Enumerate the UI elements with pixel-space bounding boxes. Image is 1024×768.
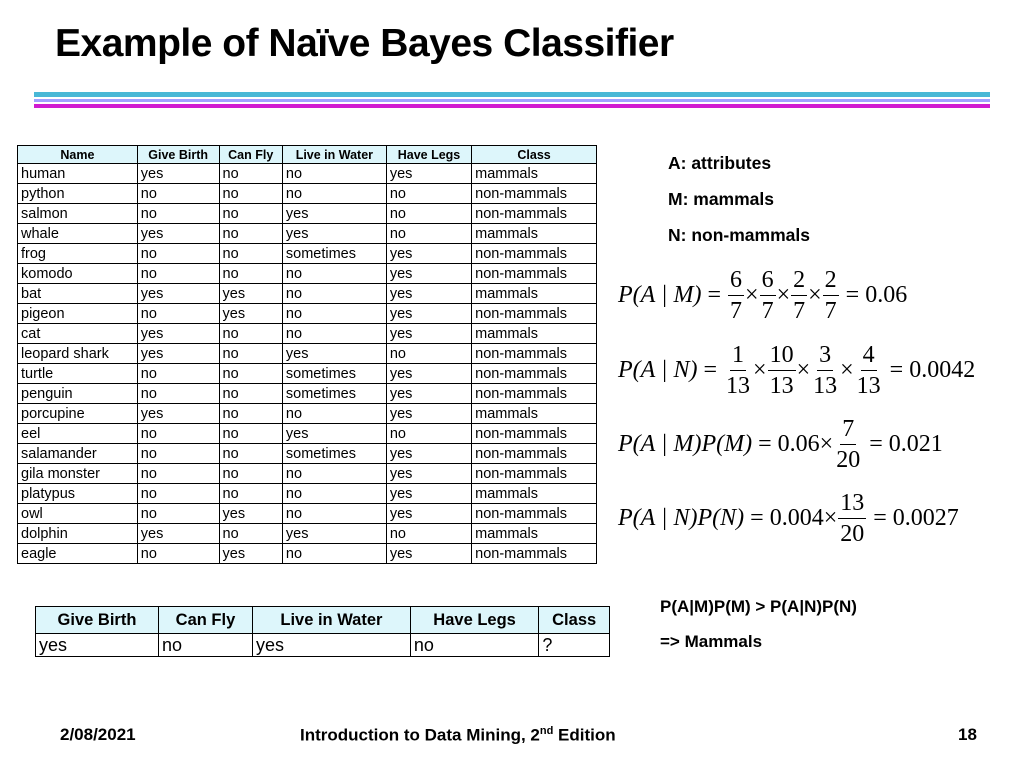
test-cell: no bbox=[158, 634, 252, 657]
table-cell: mammals bbox=[472, 484, 597, 504]
table-cell: no bbox=[219, 524, 282, 544]
table-cell: non-mammals bbox=[472, 444, 597, 464]
table-cell: yes bbox=[386, 404, 471, 424]
table-row bbox=[18, 524, 597, 544]
table-cell: yes bbox=[137, 224, 219, 244]
table-cell: no bbox=[282, 284, 386, 304]
table-cell: mammals bbox=[472, 524, 597, 544]
table-row bbox=[18, 424, 597, 444]
table-cell: salmon bbox=[18, 204, 138, 224]
fraction-numerator: 13 bbox=[838, 488, 866, 519]
column-header: Name bbox=[18, 146, 138, 164]
table-cell: no bbox=[219, 364, 282, 384]
table-row bbox=[18, 344, 597, 364]
fraction-numerator: 6 bbox=[728, 265, 744, 296]
table-cell: whale bbox=[18, 224, 138, 244]
table-cell: yes bbox=[386, 384, 471, 404]
table-cell: sometimes bbox=[282, 244, 386, 264]
table-cell: bat bbox=[18, 284, 138, 304]
table-cell: no bbox=[137, 264, 219, 284]
fraction-numerator: 6 bbox=[760, 265, 776, 296]
table-cell: no bbox=[282, 324, 386, 344]
table-row bbox=[18, 364, 597, 384]
table-cell: no bbox=[282, 484, 386, 504]
table-cell: no bbox=[137, 464, 219, 484]
table-cell: yes bbox=[219, 504, 282, 524]
table-cell: no bbox=[137, 484, 219, 504]
table-row bbox=[18, 404, 597, 424]
test-record-table bbox=[35, 606, 610, 657]
fraction-numerator: 1 bbox=[730, 340, 746, 371]
table-cell: no bbox=[137, 184, 219, 204]
table-cell: no bbox=[282, 544, 386, 564]
fraction-denominator: 13 bbox=[769, 373, 794, 399]
table-cell: salamander bbox=[18, 444, 138, 464]
table-cell: porcupine bbox=[18, 404, 138, 424]
table-cell: no bbox=[386, 344, 471, 364]
table-cell: no bbox=[137, 424, 219, 444]
table-row bbox=[18, 164, 597, 184]
table-cell: yes bbox=[386, 164, 471, 184]
table-row bbox=[18, 464, 597, 484]
slide-title: Example of Naïve Bayes Classifier bbox=[55, 22, 674, 65]
formula-result: 0.021 bbox=[888, 431, 943, 457]
table-cell: no bbox=[219, 264, 282, 284]
fraction-denominator: 13 bbox=[813, 373, 838, 399]
test-cell: ? bbox=[539, 634, 610, 657]
test-column-header: Have Legs bbox=[410, 607, 539, 634]
formula-lhs: P(A | M)P(M) bbox=[618, 431, 753, 457]
table-cell: no bbox=[386, 184, 471, 204]
table-cell: yes bbox=[386, 464, 471, 484]
table-cell: non-mammals bbox=[472, 464, 597, 484]
fraction-denominator: 7 bbox=[761, 298, 774, 324]
table-cell: non-mammals bbox=[472, 244, 597, 264]
footer-book-superscript: nd bbox=[539, 725, 554, 737]
table-cell: yes bbox=[282, 424, 386, 444]
table-cell: non-mammals bbox=[472, 364, 597, 384]
table-cell: no bbox=[282, 404, 386, 424]
table-header-row bbox=[18, 146, 597, 164]
formula-result: 0.06 bbox=[865, 282, 908, 308]
table-row bbox=[18, 504, 597, 524]
table-cell: sometimes bbox=[282, 364, 386, 384]
table-cell: penguin bbox=[18, 384, 138, 404]
formula-posterior-n: P(A | N)P(N) = 0.004 × $\frac{13}{20}$ = 0.0027 bbox=[618, 490, 959, 547]
fraction-numerator: 4 bbox=[861, 340, 877, 371]
table-cell: no bbox=[219, 344, 282, 364]
fraction-denominator: 20 bbox=[836, 447, 861, 473]
formula-p-a-given-n: P(A | N) = $\frac{1}{13}$ × $\frac{10}{13}$ × $\frac{3}{13}$ × $\frac{4}{13}$ = 0.0042 bbox=[618, 342, 976, 399]
table-cell: non-mammals bbox=[472, 264, 597, 284]
table-cell: mammals bbox=[472, 284, 597, 304]
fraction-numerator: 7 bbox=[840, 414, 856, 445]
table-cell: yes bbox=[219, 284, 282, 304]
table-cell: platypus bbox=[18, 484, 138, 504]
test-row bbox=[36, 634, 610, 657]
table-cell: mammals bbox=[472, 324, 597, 344]
footer-book-text: Introduction to Data Mining, 2 bbox=[300, 725, 540, 745]
table-cell: pigeon bbox=[18, 304, 138, 324]
fraction-numerator: 2 bbox=[823, 265, 839, 296]
table-cell: yes bbox=[219, 304, 282, 324]
table-row bbox=[18, 544, 597, 564]
formula-result: 0.0042 bbox=[909, 357, 976, 383]
test-cell: no bbox=[410, 634, 539, 657]
legend-mammals: M: mammals bbox=[668, 189, 775, 209]
table-cell: no bbox=[137, 204, 219, 224]
table-cell: sometimes bbox=[282, 444, 386, 464]
table-cell: yes bbox=[386, 504, 471, 524]
fraction-denominator: 7 bbox=[793, 298, 806, 324]
table-cell: no bbox=[137, 304, 219, 324]
test-header-row bbox=[36, 607, 610, 634]
table-cell: non-mammals bbox=[472, 424, 597, 444]
table-cell: leopard shark bbox=[18, 344, 138, 364]
table-cell: no bbox=[219, 404, 282, 424]
table-cell: non-mammals bbox=[472, 544, 597, 564]
table-cell: no bbox=[219, 384, 282, 404]
table-row bbox=[18, 384, 597, 404]
table-cell: no bbox=[137, 384, 219, 404]
table-cell: no bbox=[137, 444, 219, 464]
formula-p-a-given-m: P(A | M) = $\frac{6}{7}$ × $\frac{6}{7}$ × $\frac{2}{7}$ × $\frac{2}{7}$ = 0.06 bbox=[618, 267, 908, 324]
table-cell: no bbox=[219, 424, 282, 444]
table-cell: yes bbox=[386, 364, 471, 384]
table-cell: no bbox=[219, 324, 282, 344]
column-header: Class bbox=[472, 146, 597, 164]
table-row bbox=[18, 224, 597, 244]
table-cell: yes bbox=[386, 304, 471, 324]
table-cell: no bbox=[137, 244, 219, 264]
test-column-header: Can Fly bbox=[158, 607, 252, 634]
table-cell: frog bbox=[18, 244, 138, 264]
table-cell: yes bbox=[282, 524, 386, 544]
fraction-denominator: 13 bbox=[856, 373, 881, 399]
table-cell: python bbox=[18, 184, 138, 204]
comparison-text: P(A|M)P(M) > P(A|N)P(N) bbox=[660, 597, 857, 616]
table-cell: no bbox=[386, 224, 471, 244]
formula-posterior-m: P(A | M)P(M) = 0.06 × $\frac{7}{20}$ = 0.021 bbox=[618, 416, 943, 473]
fraction-numerator: 2 bbox=[791, 265, 807, 296]
table-cell: yes bbox=[137, 164, 219, 184]
table-cell: no bbox=[137, 364, 219, 384]
formula-lhs: P(A | N) bbox=[618, 357, 698, 383]
fraction-denominator: 20 bbox=[840, 521, 865, 547]
footer-date: 2/08/2021 bbox=[60, 725, 136, 744]
formula-coefficient: 0.004 bbox=[769, 505, 824, 531]
table-cell: no bbox=[282, 164, 386, 184]
table-cell: no bbox=[137, 504, 219, 524]
table-cell: mammals bbox=[472, 404, 597, 424]
table-cell: yes bbox=[386, 444, 471, 464]
table-row bbox=[18, 184, 597, 204]
test-column-header: Live in Water bbox=[253, 607, 411, 634]
table-cell: gila monster bbox=[18, 464, 138, 484]
table-cell: no bbox=[137, 544, 219, 564]
test-cell: yes bbox=[36, 634, 159, 657]
table-cell: no bbox=[282, 184, 386, 204]
fraction-denominator: 7 bbox=[824, 298, 837, 324]
table-cell: yes bbox=[386, 244, 471, 264]
table-cell: yes bbox=[282, 204, 386, 224]
table-cell: no bbox=[386, 424, 471, 444]
table-cell: yes bbox=[386, 484, 471, 504]
table-row bbox=[18, 264, 597, 284]
table-cell: no bbox=[282, 304, 386, 324]
training-data-table bbox=[17, 145, 597, 564]
test-cell: yes bbox=[253, 634, 411, 657]
table-cell: non-mammals bbox=[472, 504, 597, 524]
table-cell: yes bbox=[386, 284, 471, 304]
formula-lhs: P(A | M) bbox=[618, 282, 702, 308]
formula-lhs: P(A | N)P(N) bbox=[618, 505, 745, 531]
table-cell: no bbox=[282, 464, 386, 484]
legend-non-mammals: N: non-mammals bbox=[668, 225, 810, 245]
title-rule-bottom bbox=[34, 104, 990, 108]
table-row bbox=[18, 304, 597, 324]
table-cell: non-mammals bbox=[472, 344, 597, 364]
table-cell: no bbox=[219, 484, 282, 504]
fraction-denominator: 13 bbox=[726, 373, 751, 399]
table-cell: eagle bbox=[18, 544, 138, 564]
table-cell: non-mammals bbox=[472, 204, 597, 224]
table-cell: no bbox=[282, 504, 386, 524]
table-cell: non-mammals bbox=[472, 304, 597, 324]
formula-result: 0.0027 bbox=[892, 505, 959, 531]
table-cell: sometimes bbox=[282, 384, 386, 404]
table-cell: no bbox=[219, 224, 282, 244]
table-cell: eel bbox=[18, 424, 138, 444]
table-cell: turtle bbox=[18, 364, 138, 384]
column-header: Can Fly bbox=[219, 146, 282, 164]
table-cell: no bbox=[219, 244, 282, 264]
table-cell: owl bbox=[18, 504, 138, 524]
table-cell: no bbox=[219, 464, 282, 484]
table-cell: no bbox=[386, 204, 471, 224]
table-cell: yes bbox=[386, 544, 471, 564]
table-cell: no bbox=[282, 264, 386, 284]
footer-book-edition: Edition bbox=[553, 725, 616, 745]
table-cell: non-mammals bbox=[472, 384, 597, 404]
table-cell: komodo bbox=[18, 264, 138, 284]
table-cell: yes bbox=[386, 264, 471, 284]
table-row bbox=[18, 444, 597, 464]
table-cell: human bbox=[18, 164, 138, 184]
fraction-numerator: 3 bbox=[817, 340, 833, 371]
table-cell: yes bbox=[137, 524, 219, 544]
table-cell: no bbox=[219, 164, 282, 184]
conclusion-text: => Mammals bbox=[660, 632, 763, 651]
fraction-denominator: 7 bbox=[730, 298, 743, 324]
table-row bbox=[18, 204, 597, 224]
table-row bbox=[18, 324, 597, 344]
table-cell: non-mammals bbox=[472, 184, 597, 204]
table-cell: no bbox=[219, 184, 282, 204]
fraction-numerator: 10 bbox=[768, 340, 796, 371]
table-cell: no bbox=[219, 444, 282, 464]
title-rule-middle bbox=[34, 99, 990, 102]
table-cell: yes bbox=[137, 284, 219, 304]
table-cell: dolphin bbox=[18, 524, 138, 544]
table-cell: yes bbox=[137, 324, 219, 344]
table-cell: cat bbox=[18, 324, 138, 344]
table-cell: yes bbox=[219, 544, 282, 564]
legend-attributes: A: attributes bbox=[668, 153, 772, 173]
column-header: Give Birth bbox=[137, 146, 219, 164]
table-cell: mammals bbox=[472, 164, 597, 184]
column-header: Live in Water bbox=[282, 146, 386, 164]
table-row bbox=[18, 484, 597, 504]
table-cell: no bbox=[386, 524, 471, 544]
footer-page-number: 18 bbox=[958, 725, 977, 744]
table-row bbox=[18, 284, 597, 304]
table-cell: yes bbox=[282, 344, 386, 364]
footer-book-title bbox=[300, 725, 616, 746]
table-cell: mammals bbox=[472, 224, 597, 244]
table-cell: yes bbox=[386, 324, 471, 344]
table-row bbox=[18, 244, 597, 264]
test-column-header: Give Birth bbox=[36, 607, 159, 634]
column-header: Have Legs bbox=[386, 146, 471, 164]
title-rule-top bbox=[34, 92, 990, 97]
table-cell: yes bbox=[282, 224, 386, 244]
table-cell: no bbox=[219, 204, 282, 224]
table-cell: yes bbox=[137, 404, 219, 424]
test-column-header: Class bbox=[539, 607, 610, 634]
formula-coefficient: 0.06 bbox=[777, 431, 820, 457]
table-cell: yes bbox=[137, 344, 219, 364]
